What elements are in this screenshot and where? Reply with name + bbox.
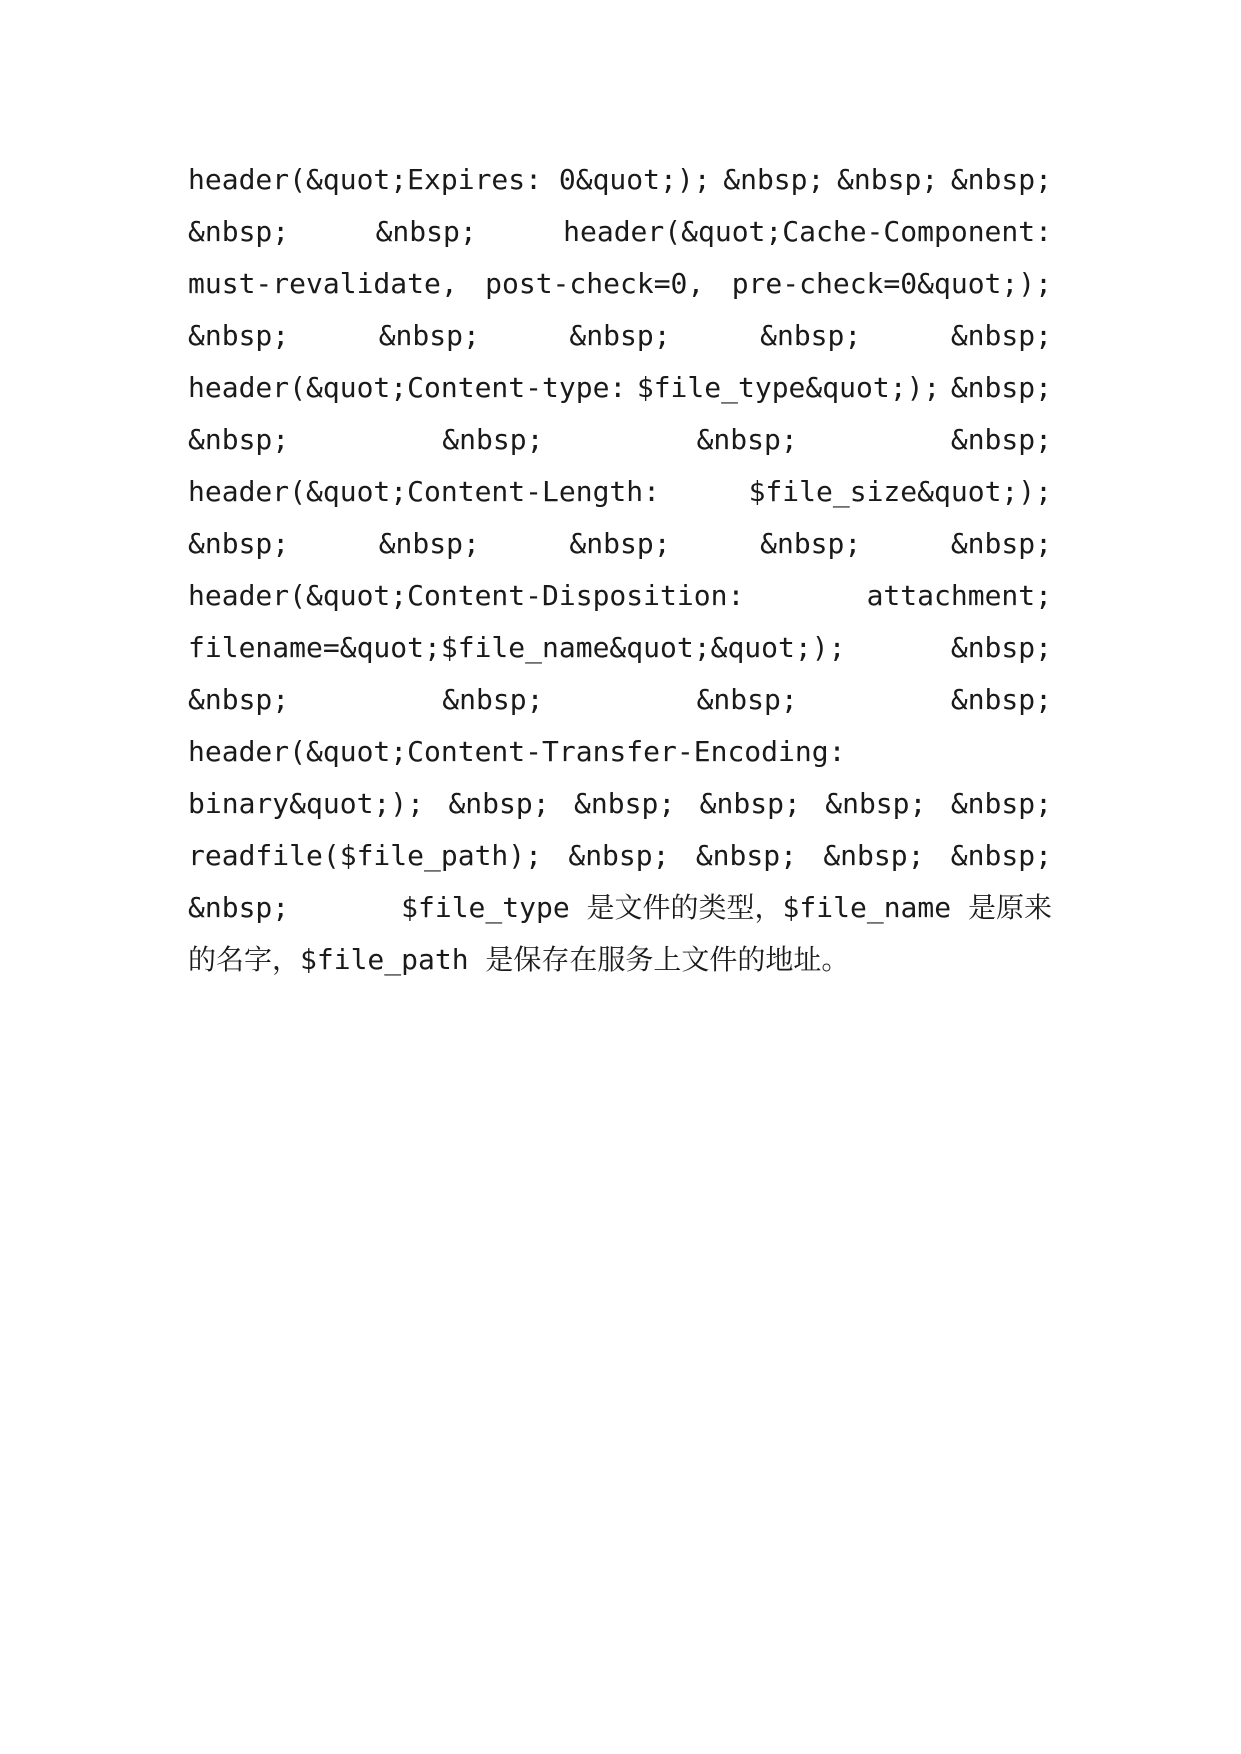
text-token: must-revalidate,	[188, 267, 458, 300]
text-line	[188, 940, 863, 980]
text-line	[188, 472, 1052, 512]
text-line	[188, 888, 1052, 928]
text-line	[188, 628, 1052, 668]
text-token: &nbsp;	[569, 527, 671, 560]
text-token: &nbsp;	[950, 423, 1052, 456]
text-token: header(&quot;Cache-Component:	[563, 215, 1052, 248]
text-line	[188, 836, 1052, 876]
text-token: &nbsp;	[696, 683, 798, 716]
text-token: post-check=0,	[485, 267, 705, 300]
text-token: &nbsp;	[950, 371, 1052, 404]
text-token: header(&quot;Content-type:	[188, 371, 627, 404]
text-token: &nbsp;	[696, 423, 798, 456]
text-token: &nbsp;	[188, 527, 290, 560]
text-token: header(&quot;Expires: 0&quot;);	[188, 163, 711, 196]
text-token: header(&quot;Content-Disposition:	[188, 579, 745, 612]
text-line	[188, 524, 1052, 564]
text-token: &nbsp;	[188, 215, 290, 248]
text-token: &nbsp;	[837, 163, 939, 196]
text-token: $file_type&quot;);	[636, 371, 941, 404]
text-token: header(&quot;Content-Transfer-Encoding:	[188, 735, 846, 768]
text-token: &nbsp;	[950, 839, 1052, 872]
text-token: &nbsp;	[442, 423, 544, 456]
text-token: &nbsp;	[188, 319, 290, 352]
text-line	[188, 576, 1052, 616]
text-token: &nbsp;	[950, 319, 1052, 352]
text-line	[188, 160, 1052, 200]
text-token: attachment;	[866, 579, 1052, 612]
text-token: &nbsp;	[825, 787, 927, 820]
text-token: &nbsp;	[950, 787, 1052, 820]
text-token: &nbsp;	[442, 683, 544, 716]
text-token: header(&quot;Content-Length:	[188, 475, 661, 508]
text-line	[188, 264, 1052, 304]
text-token: &nbsp;	[823, 839, 925, 872]
text-token: &nbsp;	[378, 527, 480, 560]
text-token: &nbsp;	[448, 787, 550, 820]
text-line	[188, 368, 1052, 408]
text-line	[188, 420, 1052, 460]
text-line	[188, 316, 1052, 356]
text-token: $file_size&quot;);	[748, 475, 1052, 508]
text-line	[188, 212, 1052, 252]
text-token: &nbsp;	[188, 683, 290, 716]
text-token: &nbsp;	[699, 787, 801, 820]
text-line	[188, 680, 1052, 720]
text-token: filename=&quot;$file_name&quot;&quot;);	[188, 631, 846, 664]
text-token: &nbsp;	[760, 527, 862, 560]
text-token: &nbsp;	[760, 319, 862, 352]
text-token: &nbsp;	[378, 319, 480, 352]
text-token: &nbsp;	[568, 839, 670, 872]
text-token: $file_type 是文件的类型，$file_name 是原来	[401, 891, 1052, 924]
text-token: &nbsp;	[188, 891, 290, 924]
text-line	[188, 732, 859, 772]
text-token: &nbsp;	[950, 527, 1052, 560]
text-line	[188, 784, 1052, 824]
text-token: &nbsp;	[950, 631, 1052, 664]
text-token: 的名字，$file_path 是保存在服务上文件的地址。	[188, 943, 850, 976]
text-token: &nbsp;	[950, 683, 1052, 716]
text-token: &nbsp;	[723, 163, 825, 196]
text-token: readfile($file_path);	[188, 839, 543, 872]
text-token: binary&quot;);	[188, 787, 425, 820]
text-token: &nbsp;	[695, 839, 797, 872]
text-token: &nbsp;	[569, 319, 671, 352]
text-token: &nbsp;	[375, 215, 477, 248]
text-token: &nbsp;	[950, 163, 1052, 196]
text-token: &nbsp;	[574, 787, 676, 820]
text-token: pre-check=0&quot;);	[731, 267, 1052, 300]
text-token: &nbsp;	[188, 423, 290, 456]
